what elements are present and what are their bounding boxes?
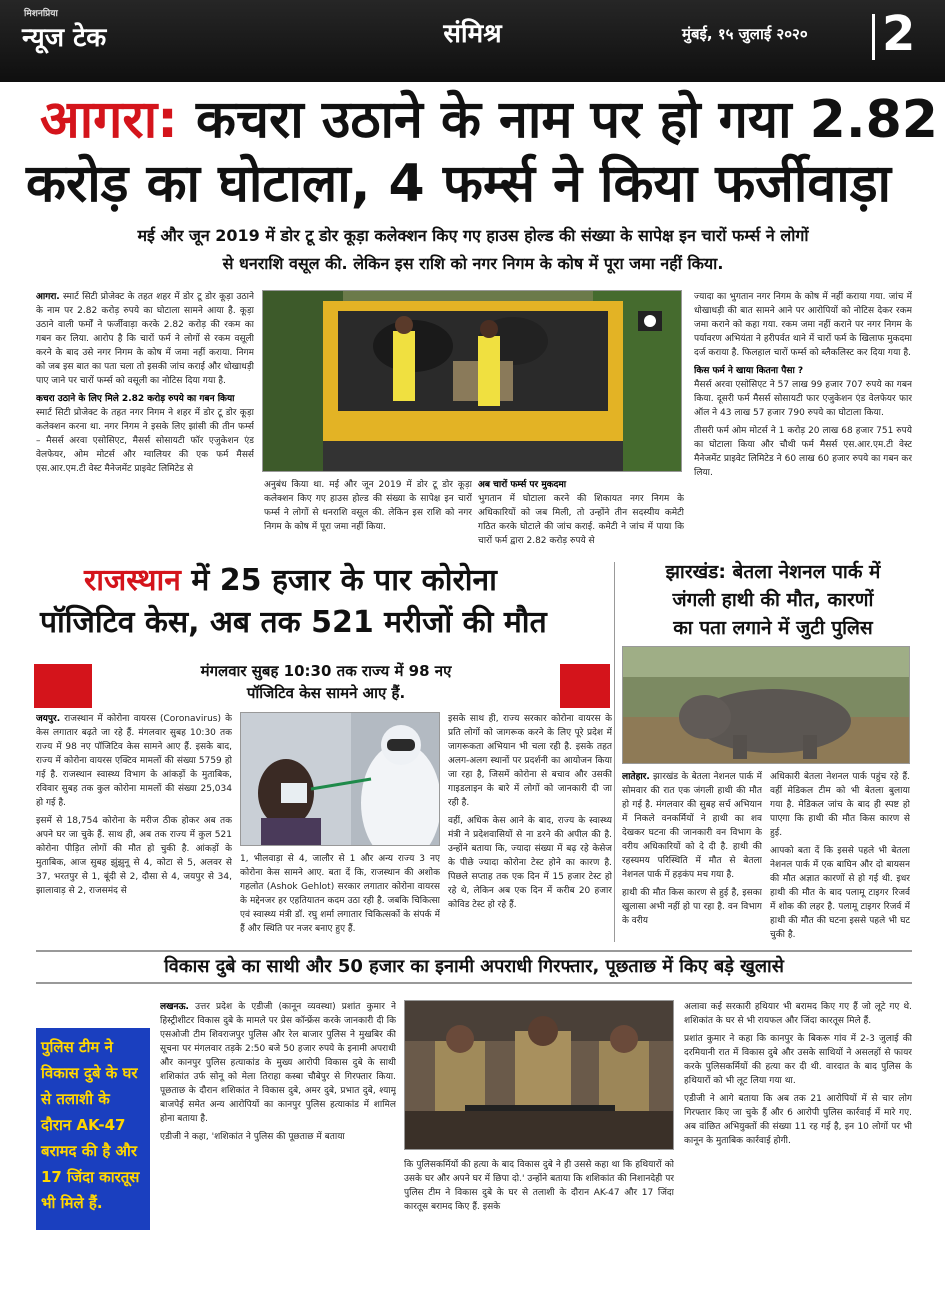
story3-dateline: लातेहार. (622, 772, 650, 782)
dateline: मुंबई, १५ जुलाई २०२० (682, 25, 808, 43)
story3-col1-para1: झारखंड के बेतला नेशनल पार्क में सोमवार की रात एक जंगली हाथी की मौत हो गई है. मंगलवार की सुबह सर्च अभियान में निकले वनकर्मियों ने हाथी का शव देखकर घटना की जानकारी वन विभाग के वरीय अधिकारियों को दे दी है. हाथी की रहस्यमय परिस्थिति में मौत से बेतला नेशनल पार्क में हड़कंप मच गया है. (622, 772, 762, 880)
story4-column-1 (160, 1000, 396, 1244)
pullquote-text: पुलिस टीम ने विकास दुबे के घर से तलाशी के दौरान AK-47 बरामद की है और 17 जिंदा कारतूस भी मिले हैं. (41, 1038, 140, 1212)
story1-col4-para1: ज्यादा का भुगतान नगर निगम के कोष में नहीं कराया गया. जांच में धोखाधड़ी की बात सामने आने पर आरोपियों को नोटिस देकर रकम जमा कराने को कहा गया. रकम जमा नहीं कराने पर नगर निगम के पर्यावरण अभियंता ने हरीपर्वत थाने में चारों फर्म के खिलाफ मुकदमा दर्ज कराया है. फिलहाल चारों फर्म्स को ब्लैकलिस्ट कर दिया गया है. (694, 292, 912, 358)
story2-headline-line1 (84, 562, 497, 600)
story3-headline-line1: झारखंड: बेतला नेशनल पार्क में (665, 561, 881, 583)
red-marker-right (560, 664, 610, 708)
story1-column-3 (478, 478, 684, 558)
covid-test-illustration (241, 713, 440, 846)
story4-col2-para: कि पुलिसकर्मियों की हत्या के बाद विकास दुबे ने ही उससे कहा था कि हथियारों को उसके घर और अपने घर में छिपा दो.' उन्होंने बताया कि शशिकांत की निशानदेही पर पुलिस टीम ने विकास दुबे के घर से तलाशी के दौरान AK-47 और 17 जिंदा कारतूस बरामद किए हैं. इसके (404, 1160, 674, 1212)
story1-column-1 (36, 290, 254, 558)
story1-dateline: आगरा. (36, 292, 60, 302)
brand-small: मिशनप्रिया (24, 9, 58, 19)
story3-column-2 (770, 770, 910, 942)
pullquote-box (36, 1028, 150, 1230)
story4-col1-para1: उत्तर प्रदेश के एडीजी (कानून व्यवस्था) प्रशांत कुमार ने हिस्ट्रीशीटर विकास दुबे के मामले पर प्रेस कॉन्फ्रेंस करके जानकारी दी कि एसओजी टीम शिवराजपुर पुलिस और रेल बाजार पुलिस ने मुखबिर की सूचना पर मंगलवार तड़के 2:50 बजे 50 हजार रुपये के इनामी अपराधी और कानपुर पुलिस हत्याकांड के मुख्य आरोपी विकास दुबे के साथी शशिकांत उर्फ सोनू को मेला तिराहा कस्बा चौबेपुर से गिरफ्तार किया. पूछताछ के दौरान शशिकांत ने विकास दुबे, अमर दुबे, प्रभात दुबे, श्यामू बाजपेई समेत अन्य आरोपियों का कानपुर पुलिस हत्याकांड में शामिल होना बताया है. (160, 1002, 396, 1124)
story1-col2-para: अनुबंध किया था. मई और जून 2019 में डोर टू डोर कूड़ा कलेक्शन किए गए हाउस होल्ड की संख्या के सापेक्ष इन चारों फर्म्स ने लोगों से धनराशि वसूल की. लेकिन इस राशि को नगर निगम के कोष में पूरा जमा नहीं किया. (264, 480, 472, 532)
police-conference-illustration (405, 1001, 674, 1150)
story2-deck-line2: पॉजिटिव केस सामने आए हैं. (246, 684, 406, 702)
brand-name: न्यूज टेक (22, 23, 107, 53)
elephant-photo (622, 646, 910, 764)
story2-headline-line2: पॉजिटिव केस, अब तक 521 मरीजों की मौत (40, 605, 547, 640)
story2-col3-para2: वहीं, अधिक केस आने के बाद, राज्य के स्वास्थ्य मंत्री ने प्रदेशवासियों से ना डरने की अपील की है. उन्होंने बताया कि, ज्यादा संख्या में बढ़ रहे केसेज के पीछे ज्यादा कोरोना टेस्ट होने का कारण है. पिछले सप्ताह तक एक दिन में 15 हजार टेस्ट हो रहे थे, लेकिन अब एक दिन में करीब 20 हजार कोविड टेस्ट हो रहे हैं. (448, 816, 612, 910)
story2-col3-para1: इसके साथ ही, राज्य सरकार कोरोना वायरस के प्रति लोगों को जागरूक करने के लिए पूरे प्रदेश में जागरूकता अभियान भी चला रही है. इसके तहत अलग-अलग स्थानों पर प्रदर्शनी का आयोजन किया जा रहा है, जिसमें कोरोना से बचाव और उसकी गाइडलाइन के बारे में लोगों को जानकारी दी जा रही है. (448, 714, 612, 808)
garbage-truck-illustration (263, 291, 682, 472)
story1-headline-line2: करोड़ का घोटाला, 4 फर्म्स ने किया फर्जीवाड़ा (26, 154, 892, 214)
story2-col1-para1: राजस्थान में कोरोना वायरस (Coronavirus) के केस लगातार बढ़ते जा रहे हैं. मंगलवार सुबह 10:30 तक राज्य में 98 नए पॉजिटिव केस सामने आए हैं. इसके बाद, राज्य में कोरोना वायरस एक्टिव मामलों की संख्या 5759 हो गई है. राजस्थान स्वास्थ्य विभाग के आंकड़ों के मुताबिक, रविवार सुबह तक कुल कोरोना मामलों की संख्या 25,034 हो गई है. (36, 714, 232, 808)
elephant-illustration (623, 647, 910, 764)
story1-column-4 (694, 290, 912, 548)
story4-col3-para1: अलावा कई सरकारी हथियार भी बरामद किए गए हैं जो लूटे गए थे. शशिकांत के घर से भी रायफल और जिंदा कारतूस मिले हैं. (684, 1002, 912, 1026)
story4-col3-para2: प्रशांत कुमार ने कहा कि कानपुर के बिकरू गांव में 2-3 जुलाई की दरमियानी रात में विकास दुबे और उसके साथियों ने असलहों से फायर करके पुलिसकर्मियों की हत्या कर दी थी. वारदात के बाद पुलिस के हथियारों को भी लूट लिया गया था. (684, 1034, 912, 1086)
section-label: संमिश्र (443, 19, 502, 49)
story3-col1-para2: हाथी की मौत किस कारण से हुई है, इसका खुलासा अभी नहीं हो पा रहा है. वन विभाग के वरीय (622, 888, 762, 926)
story3-col2-para2: आपको बता दें कि इससे पहले भी बेतला नेशनल पार्क में एक बाघिन और दो बायसन की मौत अज्ञात कारणों से हो गई थी. इधर हाथी की मौत के बाद पलामू टाइगर रिजर्व में शोक की लहर है. पलामू टाइगर रिजर्व में हाथी की मौत की घटना इससे पहले भी घट चुकी है. (770, 846, 910, 940)
story1-col4-para3: तीसरी फर्म ओम मोटर्स ने 1 करोड़ 20 लाख 68 हजार 751 रुपये का घोटाला किया और चौथी फर्म मैसर्स एस.आर.एम.टी वेस्ट मैनेजमेंट प्राइवेट लिमिटेड ने 60 लाख 60 हजार रुपये का गबन कर लिया. (694, 426, 912, 478)
page-divider (872, 14, 875, 60)
story2-deck (96, 660, 556, 704)
story1-headline-place: आगरा: (40, 90, 178, 150)
garbage-truck-photo (262, 290, 682, 472)
story3-headline-line2: जंगली हाथी की मौत, कारणों (672, 589, 874, 611)
story1-subhead-2: अब चारों फर्म्स पर मुकदमा (478, 480, 567, 490)
story1-deck (28, 222, 918, 278)
story4-col1-para2: एडीजी ने कहा, 'शशिकांत ने पुलिस की पूछताछ में बताया (160, 1132, 345, 1142)
story4-dateline: लखनऊ. (160, 1002, 189, 1012)
story1-col3-para: भुगतान में घोटाला करने की शिकायत नगर निगम के अधिकारियों को जब मिली, तो उन्होंने तीन सदस्यीय कमेटी गठित करके घोटाले की जांच कराई. कमेटी ने जांच में पाया कि चारों फर्म द्वारा 2.82 करोड़ रुपये से (478, 494, 684, 546)
story1-headline-rest: कचरा उठाने के नाम पर हो गया 2.82 (177, 90, 938, 150)
story3-headline (614, 558, 932, 642)
story1-col4-para2: मैसर्स अरवा एसोसिएट ने 57 लाख 99 हजार 707 रुपये का गबन किया. दूसरी फर्म मैसर्स सोसायटी फार एजुकेशन एंड वेलफेयर फार ऑल ने 43 लाख 57 हजार 790 रुपये का घोटाला किया. (694, 380, 912, 418)
story2-headline-rest: में 25 हजार के पार कोरोना (180, 563, 497, 598)
police-conference-photo (404, 1000, 674, 1150)
story2-col1-para2: इसमें से 18,754 कोरोना के मरीज ठीक होकर अब तक अपने घर जा चुके हैं. साथ ही, अब तक राज्य में कुल 521 कोरोना पीड़ित लोगों की मौत हो चुकी है. आंकड़ों के मुताबिक, आज सुबह झुंझुनू से 4, कोटा से 5, अलवर से 37, भरतपुर से 1, बूंदी से 2, दौसा से 4, जयपुर से 34, झालावाड़ से 2, राजसमंद से (36, 816, 232, 896)
story1-deck-line2: से धनराशि वसूल की. लेकिन इस राशि को नगर निगम के कोष में पूरा जमा नहीं किया. (222, 254, 724, 273)
story1-deck-line1: मई और जून 2019 में डोर टू डोर कूड़ा कलेक्शन किए गए हाउस होल्ड की संख्या के सापेक्ष इन चारों फर्म्स ने लोगों (137, 226, 809, 245)
story2-column-3 (448, 712, 612, 942)
story1-subhead-3: किस फर्म ने खाया कितना पैसा ? (694, 366, 804, 376)
story2-headline-place: राजस्थान (84, 563, 181, 598)
story4-column-2 (404, 1158, 674, 1244)
story4-column-3 (684, 1000, 912, 1244)
story3-headline-line3: का पता लगाने में जुटी पुलिस (673, 617, 873, 639)
story1-col1-para2: स्मार्ट सिटी प्रोजेक्ट के तहत नगर निगम ने शहर में डोर टू डोर कूड़ा कलेक्शन करना था. नगर निगम ने इसके लिए झांसी की तीन फर्म्स – मैसर्स अरवा एसोसिएट, मैसर्स सोसायटी फॉर एजुकेशन एंड वेलफेयर, ओम मोटर्स और ग्वालियर की एक फर्म मैसर्स एस.आर.एम.टी वेस्ट मैनेजमेंट प्राइवेट लिमिटेड से (36, 408, 254, 474)
story2-column-2 (240, 852, 440, 942)
masthead (0, 0, 945, 82)
story1-column-2 (264, 478, 472, 558)
story4-headline: विकास दुबे का साथी और 50 हजार का इनामी अपराधी गिरफ्तार, पूछताछ में किए बड़े खुलासे (164, 956, 784, 977)
story3-column-1 (622, 770, 762, 942)
story1-headline-line1 (40, 88, 938, 152)
page-number: 2 (882, 6, 916, 62)
story2-column-1 (36, 712, 232, 940)
red-marker-left (34, 664, 92, 708)
story1-subhead-1: कचरा उठाने के लिए मिले 2.82 करोड़ रुपये का गबन किया (36, 394, 235, 404)
story1-col1-para1: स्मार्ट सिटी प्रोजेक्ट के तहत शहर में डोर टू डोर कूड़ा उठाने के नाम पर 2.82 करोड़ रुपये का घोटाला सामने आया है. कूड़ा उठाने वाली फर्मों ने फर्जीवाड़ा करके 2.82 करोड़ की रकम का गबन कर लिया. आरोप है कि चारों फर्म ने लोगों से रकम वसूली करने के बाद उसे नगर निगम के कोष में जमा नहीं कराया. निगम को जब इस बात का पता चला तो इसकी जांच कराई और धोखाधड़ी पाए जाने पर चारों फर्म्स को वसूली का नोटिस दिया गया है. (36, 292, 254, 386)
story2-deck-line1: मंगलवार सुबह 10:30 तक राज्य में 98 नए (200, 662, 452, 680)
covid-test-photo (240, 712, 440, 846)
story2-col2-para: 1, भीलवाड़ा से 4, जालौर से 1 और अन्य राज्य 3 नए कोरोना केस सामने आए. बता दें कि, राजस्थान की अशोक गहलोत (Ashok Gehlot) सरकार लगातार कोरोना वायरस के मद्देनजर हर एहतियातन कदम उठा रही है. जबकि चिकित्सा एवं स्वास्थ्य मंत्री डॉ. रघु शर्मा लगातार चिकित्सकों के संपर्क में हैं और स्थिति पर नजर बनाए हुए हैं. (240, 854, 440, 934)
story3-col2-para1: अधिकारी बेतला नेशनल पार्क पहुंच रहे हैं. वहीं मेडिकल टीम को भी बेतला बुलाया गया है. मेडिकल जांच के बाद ही स्पष्ट हो पाएगा कि हाथी की मौत किस कारण से हुई. (770, 772, 910, 838)
story2-dateline: जयपुर. (36, 714, 61, 724)
story4-col3-para3: एडीजी ने आगे बताया कि अब तक 21 आरोपियों में से चार लोग गिरफ्तार किए जा चुके हैं और 6 आरोपी पुलिस कार्रवाई में मारे गए. अब वांछित अभियुक्तों की संख्या 11 रह गई है, इन 10 लोगों पर भी कानून के मुताबिक कार्रवाई होगी. (684, 1094, 912, 1146)
